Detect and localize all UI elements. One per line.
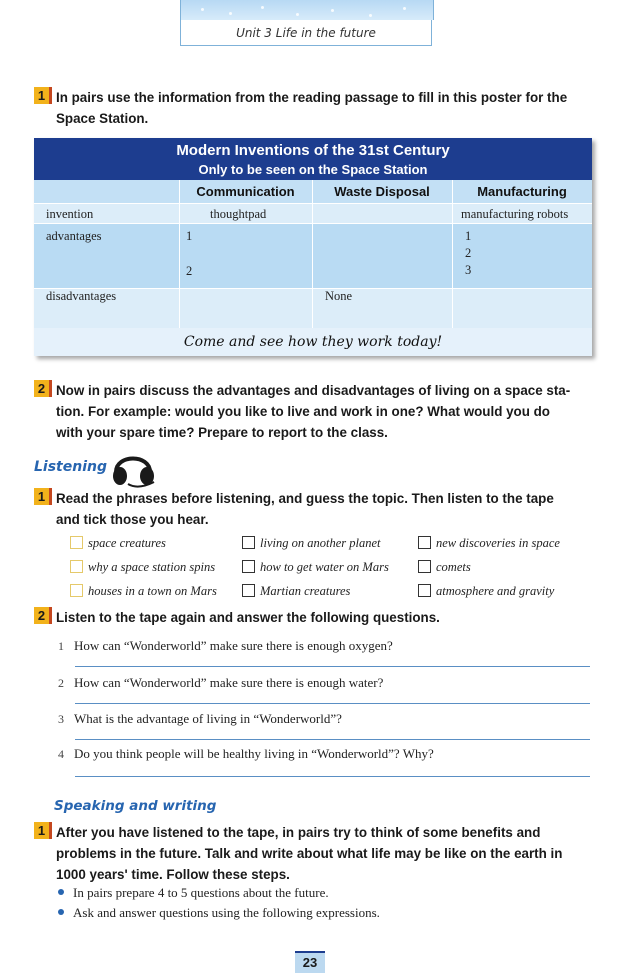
- cell-communication-advantage-2: 2: [186, 264, 193, 278]
- checkbox[interactable]: [418, 560, 431, 573]
- column-manufacturing: Manufacturing: [477, 184, 567, 199]
- phrase-option[interactable]: [242, 560, 389, 575]
- cell-manufacturing-advantage-1: 1: [465, 229, 472, 243]
- option-label: how to get water on Mars: [260, 560, 389, 574]
- cell-communication-invention: thoughtpad: [210, 207, 267, 221]
- poster-header: [34, 138, 592, 180]
- column-communication: Communication: [196, 184, 295, 199]
- speaking-line3: 1000 years' time. Follow these steps.: [56, 867, 290, 882]
- option-label: space creatures: [88, 536, 166, 550]
- cell-waste-disadvantage: None: [325, 289, 353, 303]
- row-label-invention: invention: [46, 207, 94, 221]
- speaking-line1: After you have listened to the tape, in pairs try to think of some benefits and: [56, 825, 541, 840]
- phrase-option[interactable]: [418, 560, 471, 575]
- poster-title: Modern Inventions of the 31st Century: [176, 142, 450, 159]
- checkbox[interactable]: [70, 560, 83, 573]
- task-2-text-line1: Now in pairs discuss the advantages and disadvantages of living on a space sta-: [56, 383, 571, 398]
- header-decoration: [180, 0, 434, 20]
- bullet-icon: [58, 889, 64, 895]
- speaking-line2: problems in the future. Talk and write about what life may be like on the earth in: [56, 846, 563, 861]
- row-label-advantages: advantages: [46, 229, 102, 243]
- grid-line: [34, 288, 592, 289]
- option-label: living on another planet: [260, 536, 381, 550]
- bullet-text: Ask and answer questions using the following expressions.: [73, 905, 380, 920]
- checkbox[interactable]: [70, 536, 83, 549]
- task-1-text-line1: In pairs use the information from the reading passage to fill in this poster for the: [56, 90, 568, 105]
- option-label: atmosphere and gravity: [436, 584, 555, 598]
- listening-ex1-line1: Read the phrases before listening, and guess the topic. Then listen to the tape: [56, 491, 554, 506]
- listening-exercise-1: [34, 488, 614, 530]
- answer-line-4[interactable]: [75, 776, 590, 777]
- phrase-option[interactable]: [70, 536, 166, 551]
- task-1: [34, 87, 614, 129]
- option-label: Martian creatures: [260, 584, 351, 598]
- question-text: Do you think people will be healthy living in “Wonderworld”? Why?: [74, 746, 434, 761]
- question-number: 3: [58, 712, 64, 726]
- task-2-text-line2: tion. For example: would you like to live and work in one? What would you do: [56, 404, 550, 419]
- column-waste-disposal: Waste Disposal: [334, 184, 430, 199]
- question-number: 4: [58, 747, 64, 761]
- phrase-option[interactable]: [242, 584, 350, 599]
- phrase-option[interactable]: [70, 584, 217, 599]
- question-4: [58, 746, 434, 762]
- checkbox[interactable]: [70, 584, 83, 597]
- bullet-item: [58, 905, 380, 921]
- cell-manufacturing-advantage-2: 2: [465, 246, 472, 260]
- phrase-option[interactable]: [70, 560, 215, 575]
- checkbox[interactable]: [242, 560, 255, 573]
- cell-manufacturing-invention: manufacturing robots: [461, 207, 569, 221]
- option-label: comets: [436, 560, 471, 574]
- question-3: [58, 711, 342, 727]
- answer-line-1[interactable]: [75, 666, 590, 667]
- question-number: 1: [58, 639, 64, 653]
- option-label: new discoveries in space: [436, 536, 560, 550]
- task-number-badge: 1: [34, 488, 52, 505]
- checkbox[interactable]: [418, 536, 431, 549]
- cell-communication-advantage-1: 1: [186, 229, 193, 243]
- task-2-text-line3: with your spare time? Prepare to report to the class.: [56, 425, 388, 440]
- checkbox[interactable]: [242, 536, 255, 549]
- bullet-icon: [58, 909, 64, 915]
- grid-line: [34, 203, 592, 204]
- headphones-icon: [110, 446, 160, 488]
- listening-ex1-line2: and tick those you hear.: [56, 512, 209, 527]
- speaking-task-1: [34, 822, 614, 885]
- checkbox[interactable]: [242, 584, 255, 597]
- phrase-option[interactable]: [418, 584, 554, 599]
- question-text: How can “Wonderworld” make sure there is enough oxygen?: [74, 638, 393, 653]
- checkbox[interactable]: [418, 584, 431, 597]
- answer-line-3[interactable]: [75, 739, 590, 740]
- listening-exercise-2: [34, 607, 614, 628]
- answer-line-2[interactable]: [75, 703, 590, 704]
- task-number-badge: 2: [34, 607, 52, 624]
- question-number: 2: [58, 676, 64, 690]
- bullet-item: [58, 885, 329, 901]
- poster-footer: Come and see how they work today!: [34, 328, 592, 356]
- question-text: What is the advantage of living in “Wonderworld”?: [74, 711, 342, 726]
- option-label: why a space station spins: [88, 560, 216, 574]
- task-2: [34, 380, 614, 443]
- option-label: houses in a town on Mars: [88, 584, 217, 598]
- grid-line: [34, 223, 592, 224]
- speaking-writing-title: Speaking and writing: [54, 798, 217, 814]
- phrase-option[interactable]: [242, 536, 380, 551]
- unit-title: Unit 3 Life in the future: [180, 20, 432, 46]
- question-2: [58, 675, 383, 691]
- phrase-option[interactable]: [418, 536, 560, 551]
- task-number-badge: 2: [34, 380, 52, 397]
- space-station-poster: [34, 138, 592, 356]
- task-number-badge: 1: [34, 822, 52, 839]
- disadvantages-row-band: [34, 288, 592, 328]
- listening-title: Listening: [34, 459, 107, 475]
- row-label-disadvantages: disadvantages: [46, 289, 117, 303]
- task-number-badge: 1: [34, 87, 52, 104]
- task-1-text-line2: Space Station.: [56, 111, 149, 126]
- cell-manufacturing-advantage-3: 3: [465, 263, 472, 277]
- page-number: 23: [295, 951, 325, 973]
- bullet-text: In pairs prepare 4 to 5 questions about the future.: [73, 885, 329, 900]
- question-1: [58, 638, 393, 654]
- question-text: How can “Wonderworld” make sure there is enough water?: [74, 675, 384, 690]
- poster-subtitle: Only to be seen on the Space Station: [198, 162, 428, 177]
- advantages-row-band: [34, 223, 592, 288]
- listening-ex2-text: Listen to the tape again and answer the following questions.: [56, 610, 440, 625]
